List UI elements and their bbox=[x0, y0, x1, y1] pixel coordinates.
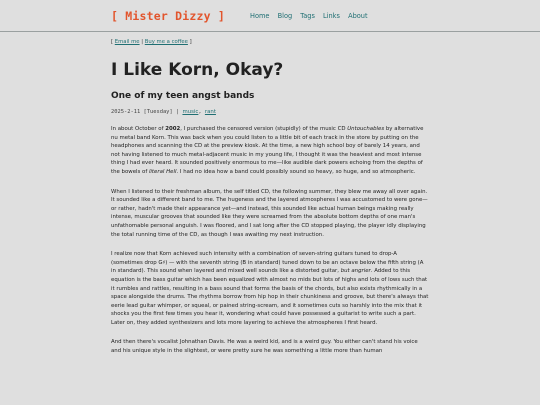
support-links bbox=[111, 39, 429, 45]
p1-text-a: In about October of bbox=[111, 126, 166, 132]
nav-blog[interactable]: Blog bbox=[277, 12, 293, 20]
site-logo[interactable]: [ Mister Dizzy ] bbox=[111, 9, 225, 23]
p1-text-c: by alternative nu metal band Korn. This was back when you could listen to a little bit of each track in the store by putting on the headphones and scanning the CD at the preview kiosk. At the time, a new high school boy of barely 14 years, and not having listened to much metal-adjacent music in my young life, I thought it was the heaviest and most intense thing I had ever heard. It sounded positively enormous to me—like audible dark powers echoing from the depths of the bowels of bbox=[111, 126, 424, 175]
separator: | bbox=[141, 39, 144, 45]
email-link[interactable]: Email me bbox=[114, 39, 140, 45]
tag-music[interactable]: music bbox=[182, 109, 199, 115]
post-subtitle: One of my teen angst bands bbox=[111, 91, 255, 101]
p1-album-title: Untouchables bbox=[347, 126, 385, 132]
p3-text-b: . Added to this equation is the bass guitar which has been equalized with almost no mids but lots of highs and lots of lows such that it rumbles and rattles, resulting in a bass sound that forms the basis of the chords, but also exists rhythmically in a space alongside the drums. The rhythms borrow from hip hop in their chunkiness and groove, but there's always that eerie lead guitar whimper, or squeal, or pained string-scream, and it sometimes cuts so harshly into the mix that it shocks you the first few times you hear it, wondering what could have possessed a guitarist to write such a part. Later on, they added synthesizers and lots more layering to achieve the atmospheres I first heard. bbox=[111, 268, 429, 326]
post-content bbox=[111, 39, 429, 356]
coffee-link[interactable]: Buy me a coffee bbox=[144, 39, 188, 45]
p1-text-b: , I purchased the censored version (stupidly) of the music CD bbox=[180, 126, 348, 132]
tag-comma: , bbox=[198, 109, 205, 115]
tag-rant[interactable]: rant bbox=[204, 109, 216, 115]
nav-tags[interactable]: Tags bbox=[300, 12, 315, 20]
p3-text-a: I realize now that Korn achieved such intensity with a combination of seven-string guitars tuned to drop-A (sometimes drop G♯) — with the seventh string (B in standard) tuned down to be an octave below the fifth string (A in standard). This sound when layered and mixed well sounds like a distorted guitar, bbox=[111, 251, 424, 275]
paragraph-3 bbox=[111, 250, 429, 327]
bracket-open: [ bbox=[111, 39, 114, 45]
post-day: [Tuesday] bbox=[143, 109, 173, 115]
post-date: 2025-2-11 bbox=[111, 109, 141, 115]
paragraph-4: And then there's vocalist Johnathan Davis. He was a weird kid, and is a weird guy. You either can't stand his voice and his unique style in the slightest, or were pretty sure he was something a little more than human bbox=[111, 339, 418, 355]
main-nav bbox=[250, 12, 374, 20]
nav-links[interactable]: Links bbox=[323, 12, 340, 20]
post-title: I Like Korn, Okay? bbox=[111, 60, 284, 80]
p1-year: 2002 bbox=[165, 126, 181, 132]
p1-literal-hell: literal Hell bbox=[148, 168, 177, 175]
paragraph-1 bbox=[111, 125, 429, 177]
p1-text-d: . I had no idea how a band could possibly sound so heavy, so huge, and so atmospheric. bbox=[176, 168, 416, 175]
site-header bbox=[0, 0, 540, 32]
nav-about[interactable]: About bbox=[348, 12, 368, 20]
nav-home[interactable]: Home bbox=[250, 12, 270, 20]
p3-angrier: but angrier bbox=[340, 268, 371, 275]
post-meta bbox=[111, 109, 429, 115]
paragraph-2: When I listened to their freshman album, the self titled CD, the following summer, they blew me away all over again. It sounded like a different band to me. The hugeness and the layered atmospheres I was accustomed to were gone—or rather, hadn't made their appearance yet—and instead, this sounded like actual human beings making really intense, muscular grooves that sounded like they were screamed from the absolute bottom depths of one man's unfathomable personal anguish. I was floored, and I sat long after the CD stopped playing, the player idly displaying the total running time of the CD, as though I was awaiting my next instruction. bbox=[111, 188, 428, 238]
meta-separator: | bbox=[175, 109, 180, 115]
bracket-close: ] bbox=[189, 39, 192, 45]
